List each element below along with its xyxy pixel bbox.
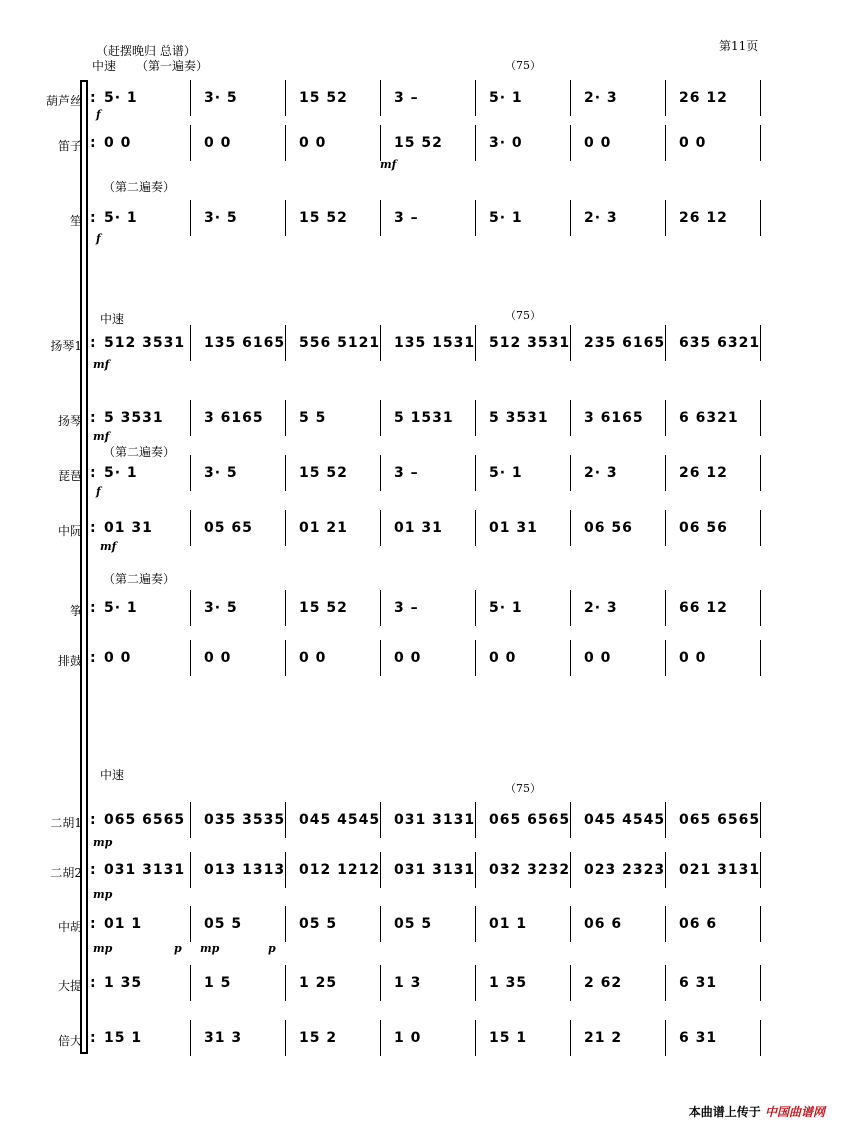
measure-notes: 05 5 — [299, 916, 338, 932]
measure-notes: 2· 3 — [584, 465, 618, 481]
measure-notes: 065 6565 — [489, 812, 571, 828]
measure-notes: 5 3531 — [104, 410, 164, 426]
instrument-label: 排鼓 — [57, 654, 82, 668]
site-logo[interactable]: 中国曲谱网 — [764, 1105, 825, 1119]
barline — [190, 400, 191, 436]
measure-notes: 15 52 — [299, 465, 348, 481]
measure-notes: 012 1212 — [299, 862, 381, 878]
repeat-sign: : — [90, 335, 97, 351]
measure-notes: 26 12 — [679, 465, 728, 481]
barline — [475, 590, 476, 626]
barline — [285, 80, 286, 116]
instrument-label: 笙 — [69, 214, 82, 228]
instrument-label: 笛子 — [57, 139, 82, 153]
barline — [760, 510, 761, 546]
measure-notes: 3· 5 — [204, 210, 238, 226]
measure-notes: 3 – — [394, 465, 419, 481]
barline — [190, 455, 191, 491]
instrument-label: 二胡1 — [50, 816, 82, 830]
barline — [570, 400, 571, 436]
measure-notes: 1 35 — [104, 975, 143, 991]
barline — [190, 965, 191, 1001]
measure-notes: 01 31 — [489, 520, 538, 536]
measure-notes: 15 52 — [299, 210, 348, 226]
tempo-marking: 中速 — [100, 312, 125, 326]
measure-notes: 15 2 — [299, 1030, 338, 1046]
footer-text: 本曲谱上传于 — [688, 1105, 761, 1119]
barline — [475, 640, 476, 676]
barline — [570, 906, 571, 942]
barline — [285, 590, 286, 626]
barline — [665, 510, 666, 546]
barline — [475, 80, 476, 116]
measure-notes: 5 5 — [299, 410, 327, 426]
barline — [190, 906, 191, 942]
measure-notes: 2· 3 — [584, 600, 618, 616]
measure-notes: 0 0 — [584, 135, 612, 151]
barline — [760, 1020, 761, 1056]
measure-notes: 013 1313 — [204, 862, 286, 878]
measure-notes: 06 56 — [679, 520, 728, 536]
barline — [570, 802, 571, 838]
barline — [570, 510, 571, 546]
measure-notes: 05 65 — [204, 520, 253, 536]
instrument-label: 倍大 — [57, 1034, 82, 1048]
barline — [665, 906, 666, 942]
barline — [760, 455, 761, 491]
barline — [475, 510, 476, 546]
measure-notes: 3 6165 — [204, 410, 264, 426]
barline — [475, 125, 476, 161]
piece-title: （赶摆晚归 总谱） — [96, 44, 196, 58]
barline — [190, 80, 191, 116]
repeat-sign: : — [90, 975, 97, 991]
barline — [570, 965, 571, 1001]
measure-notes: 512 3531 — [489, 335, 571, 351]
measure-notes: 023 2323 — [584, 862, 666, 878]
dynamic-mark: mp — [93, 888, 113, 901]
measure-notes: 2· 3 — [584, 90, 618, 106]
measure-notes: 15 52 — [299, 600, 348, 616]
barline — [190, 200, 191, 236]
barline — [760, 400, 761, 436]
measure-notes: 5· 1 — [104, 465, 138, 481]
barline — [665, 325, 666, 361]
measure-notes: 3· 0 — [489, 135, 523, 151]
measure-notes: 6 6321 — [679, 410, 739, 426]
barline — [760, 80, 761, 116]
measure-notes: 065 6565 — [104, 812, 186, 828]
measure-notes: 0 0 — [394, 650, 422, 666]
barline — [665, 200, 666, 236]
barline — [285, 125, 286, 161]
measure-notes: 1 35 — [489, 975, 528, 991]
barline — [190, 802, 191, 838]
barline — [285, 640, 286, 676]
second-pass-note: （第二遍奏） — [103, 180, 176, 194]
measure-notes: 135 1531 — [394, 335, 476, 351]
barline — [570, 455, 571, 491]
repeat-sign: : — [90, 812, 97, 828]
rehearsal-mark: （75） — [505, 782, 541, 795]
measure-notes: 5· 1 — [489, 600, 523, 616]
measure-notes: 26 12 — [679, 90, 728, 106]
barline — [760, 965, 761, 1001]
barline — [285, 510, 286, 546]
barline — [570, 640, 571, 676]
measure-notes: 032 3232 — [489, 862, 571, 878]
barline — [665, 80, 666, 116]
barline — [190, 125, 191, 161]
measure-notes: 5· 1 — [489, 90, 523, 106]
measure-notes: 0 0 — [204, 135, 232, 151]
measure-notes: 01 21 — [299, 520, 348, 536]
measure-notes: 045 4545 — [299, 812, 381, 828]
measure-notes: 01 31 — [104, 520, 153, 536]
barline — [190, 852, 191, 888]
measure-notes: 1 25 — [299, 975, 338, 991]
staff-row — [90, 916, 765, 940]
barline — [475, 852, 476, 888]
measure-notes: 512 3531 — [104, 335, 186, 351]
barline — [475, 200, 476, 236]
measure-notes: 031 3131 — [104, 862, 186, 878]
barline — [380, 906, 381, 942]
instrument-label: 中胡 — [57, 920, 82, 934]
barline — [570, 1020, 571, 1056]
barline — [760, 802, 761, 838]
barline — [285, 802, 286, 838]
barline — [570, 125, 571, 161]
barline — [285, 200, 286, 236]
measure-notes: 0 0 — [489, 650, 517, 666]
measure-notes: 045 4545 — [584, 812, 666, 828]
dynamic-mark: mp — [93, 942, 113, 955]
barline — [760, 906, 761, 942]
measure-notes: 0 0 — [679, 135, 707, 151]
measure-notes: 635 6321 — [679, 335, 761, 351]
barline — [665, 400, 666, 436]
staff-row — [90, 410, 765, 434]
repeat-sign: : — [90, 1030, 97, 1046]
staff-row — [90, 90, 765, 114]
measure-notes: 66 12 — [679, 600, 728, 616]
barline — [475, 400, 476, 436]
measure-notes: 556 5121 — [299, 335, 381, 351]
staff-row — [90, 650, 765, 674]
measure-notes: 0 0 — [679, 650, 707, 666]
staff-row — [90, 135, 765, 159]
barline — [285, 852, 286, 888]
measure-notes: 01 1 — [489, 916, 528, 932]
measure-notes: 5· 1 — [104, 600, 138, 616]
barline — [665, 965, 666, 1001]
measure-notes: 5· 1 — [104, 90, 138, 106]
barline — [475, 802, 476, 838]
barline — [665, 802, 666, 838]
repeat-sign: : — [90, 862, 97, 878]
dynamic-mark: p — [174, 942, 182, 955]
measure-notes: 3 – — [394, 210, 419, 226]
measure-notes: 5· 1 — [104, 210, 138, 226]
instrument-label: 筝 — [69, 604, 82, 618]
measure-notes: 065 6565 — [679, 812, 761, 828]
barline — [285, 455, 286, 491]
barline — [570, 325, 571, 361]
measure-notes: 135 6165 — [204, 335, 286, 351]
barline — [760, 200, 761, 236]
repeat-sign: : — [90, 650, 97, 666]
barline — [380, 80, 381, 116]
measure-notes: 06 6 — [679, 916, 718, 932]
barline — [665, 640, 666, 676]
staff-row — [90, 520, 765, 544]
footer-credit — [689, 1103, 825, 1120]
barline — [665, 852, 666, 888]
barline — [285, 965, 286, 1001]
measure-notes: 1 0 — [394, 1030, 422, 1046]
staff-row — [90, 210, 765, 234]
dynamic-mark: f — [96, 232, 101, 245]
measure-notes: 0 0 — [104, 650, 132, 666]
barline — [380, 455, 381, 491]
measure-notes: 21 2 — [584, 1030, 623, 1046]
barline — [190, 590, 191, 626]
measure-notes: 3· 5 — [204, 600, 238, 616]
measure-notes: 3 – — [394, 90, 419, 106]
barline — [380, 590, 381, 626]
instrument-label: 扬琴 — [57, 414, 82, 428]
measure-notes: 6 31 — [679, 975, 718, 991]
barline — [570, 80, 571, 116]
barline — [285, 906, 286, 942]
tempo-marking: 中速 — [100, 768, 125, 782]
measure-notes: 5· 1 — [489, 210, 523, 226]
measure-notes: 0 0 — [299, 135, 327, 151]
repeat-sign: : — [90, 135, 97, 151]
repeat-sign: : — [90, 465, 97, 481]
dynamic-mark: mf — [93, 358, 110, 371]
repeat-sign: : — [90, 600, 97, 616]
measure-notes: 26 12 — [679, 210, 728, 226]
barline — [380, 852, 381, 888]
instrument-label: 大提 — [57, 979, 82, 993]
staff-row — [90, 975, 765, 999]
measure-notes: 3· 5 — [204, 465, 238, 481]
barline — [190, 510, 191, 546]
barline — [760, 640, 761, 676]
measure-notes: 0 0 — [299, 650, 327, 666]
dynamic-mark: f — [96, 108, 101, 121]
measure-notes: 0 0 — [204, 650, 232, 666]
barline — [380, 510, 381, 546]
measure-notes: 15 52 — [394, 135, 443, 151]
barline — [475, 906, 476, 942]
rehearsal-mark: （75） — [505, 59, 541, 72]
measure-notes: 05 5 — [394, 916, 433, 932]
repeat-sign: : — [90, 90, 97, 106]
barline — [665, 125, 666, 161]
instrument-label: 中阮 — [57, 524, 82, 538]
barline — [475, 1020, 476, 1056]
barline — [475, 325, 476, 361]
measure-notes: 021 3131 — [679, 862, 761, 878]
barline — [380, 125, 381, 161]
page-number: 第11页 — [719, 39, 759, 53]
measure-notes: 3 6165 — [584, 410, 644, 426]
second-pass-note: （第二遍奏） — [103, 572, 176, 586]
measure-notes: 5 3531 — [489, 410, 549, 426]
measure-notes: 031 3131 — [394, 812, 476, 828]
barline — [760, 590, 761, 626]
measure-notes: 01 31 — [394, 520, 443, 536]
measure-notes: 0 0 — [584, 650, 612, 666]
measure-notes: 3 – — [394, 600, 419, 616]
barline — [760, 325, 761, 361]
barline — [760, 125, 761, 161]
measure-notes: 035 3535 — [204, 812, 286, 828]
barline — [190, 325, 191, 361]
barline — [285, 400, 286, 436]
first-pass-note: （第一遍奏） — [136, 59, 209, 73]
barline — [285, 325, 286, 361]
dynamic-mark: mp — [93, 836, 113, 849]
barline — [665, 590, 666, 626]
measure-notes: 15 1 — [489, 1030, 528, 1046]
barline — [380, 325, 381, 361]
measure-notes: 01 1 — [104, 916, 143, 932]
measure-notes: 3· 5 — [204, 90, 238, 106]
instrument-label: 葫芦丝 — [45, 94, 82, 108]
barline — [570, 852, 571, 888]
barline — [380, 400, 381, 436]
dynamic-mark: mf — [100, 540, 117, 553]
instrument-label: 扬琴1 — [50, 339, 82, 353]
measure-notes: 2 62 — [584, 975, 623, 991]
barline — [380, 965, 381, 1001]
measure-notes: 06 6 — [584, 916, 623, 932]
dynamic-mark: mf — [93, 430, 110, 443]
dynamic-mark: f — [96, 485, 101, 498]
measure-notes: 1 3 — [394, 975, 422, 991]
measure-notes: 05 5 — [204, 916, 243, 932]
repeat-sign: : — [90, 520, 97, 536]
staff-row — [90, 1030, 765, 1054]
measure-notes: 5· 1 — [489, 465, 523, 481]
measure-notes: 5 1531 — [394, 410, 454, 426]
barline — [380, 200, 381, 236]
dynamic-mark: p — [268, 942, 276, 955]
barline — [380, 640, 381, 676]
measure-notes: 15 52 — [299, 90, 348, 106]
repeat-sign: : — [90, 410, 97, 426]
instrument-label: 琵琶 — [57, 469, 82, 483]
measure-notes: 0 0 — [104, 135, 132, 151]
barline — [190, 640, 191, 676]
measure-notes: 31 3 — [204, 1030, 243, 1046]
barline — [665, 1020, 666, 1056]
barline — [475, 455, 476, 491]
barline — [190, 1020, 191, 1056]
staff-row — [90, 465, 765, 489]
barline — [665, 455, 666, 491]
barline — [285, 1020, 286, 1056]
system-line — [86, 80, 88, 1054]
barline — [570, 590, 571, 626]
instrument-label: 二胡2 — [50, 866, 82, 880]
measure-notes: 2· 3 — [584, 210, 618, 226]
repeat-sign: : — [90, 916, 97, 932]
barline — [760, 852, 761, 888]
rehearsal-mark: （75） — [505, 309, 541, 322]
staff-row — [90, 862, 765, 886]
barline — [475, 965, 476, 1001]
barline — [380, 1020, 381, 1056]
measure-notes: 06 56 — [584, 520, 633, 536]
measure-notes: 6 31 — [679, 1030, 718, 1046]
barline — [380, 802, 381, 838]
staff-row — [90, 335, 765, 359]
dynamic-mark: mp — [200, 942, 220, 955]
measure-notes: 031 3131 — [394, 862, 476, 878]
measure-notes: 1 5 — [204, 975, 232, 991]
tempo-marking: 中速 — [92, 59, 117, 73]
measure-notes: 235 6165 — [584, 335, 666, 351]
measure-notes: 15 1 — [104, 1030, 143, 1046]
repeat-sign: : — [90, 210, 97, 226]
staff-row — [90, 812, 765, 836]
staff-row — [90, 600, 765, 624]
dynamic-mark: mf — [380, 158, 397, 171]
barline — [570, 200, 571, 236]
second-pass-note: （第二遍奏） — [103, 445, 176, 459]
